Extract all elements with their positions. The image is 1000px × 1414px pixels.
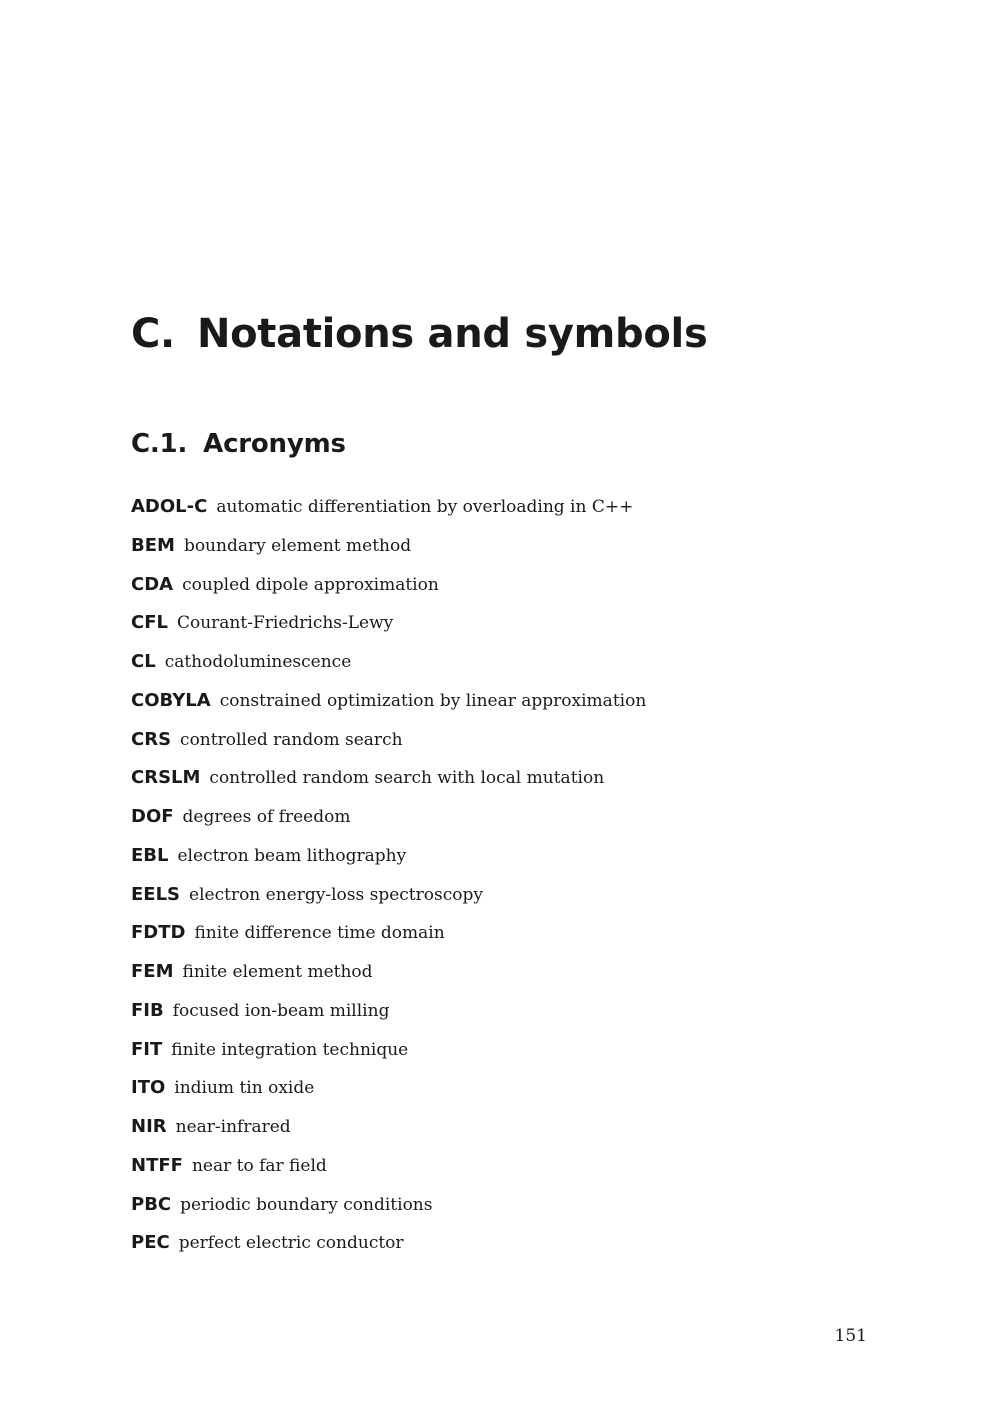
acronym-item [131,953,646,992]
acronym-term: NTFF [131,1154,183,1176]
acronym-term: FDTD [131,922,186,944]
acronym-term: DOF [131,806,174,827]
acronym-definition: electron beam lithography [177,845,407,866]
chapter-number: C. [131,311,175,357]
acronym-definition: constrained optimization by linear approximation [219,690,647,711]
acronym-item [131,682,646,721]
section-title [131,426,346,462]
acronym-item [131,604,646,643]
acronym-definition: near to far field [191,1155,327,1176]
acronym-definition: automatic differentiation by overloading in C++ [216,497,634,517]
acronym-term: PBC [131,1193,172,1215]
acronym-definition: cathodoluminescence [164,652,352,672]
acronym-definition: periodic boundary conditions [180,1194,433,1215]
section-number: C.1. [131,429,188,459]
acronym-item [131,876,646,915]
section-title-text: Acronyms [203,429,346,459]
acronym-item [131,1069,646,1108]
acronym-item [131,1147,646,1186]
acronym-item [131,759,646,798]
acronym-definition: finite element method [182,962,373,982]
acronym-term: BEM [131,534,175,556]
acronym-term: CRSLM [131,767,201,789]
acronym-term: NIR [131,1116,167,1137]
acronym-term: EELS [131,883,181,905]
acronym-item [131,914,646,953]
acronym-term: EBL [131,844,169,866]
acronym-definition: controlled random search with local mutation [209,768,605,789]
page-number: 151 [834,1326,867,1346]
acronym-definition: degrees of freedom [182,807,351,827]
acronym-definition: perfect electric conductor [178,1233,404,1254]
acronym-term: CL [131,651,156,672]
acronym-definition: coupled dipole approximation [182,574,439,595]
acronym-definition: boundary element method [183,535,412,556]
acronym-definition: Courant-Friedrichs-Lewy [176,613,394,634]
acronym-definition: electron energy-loss spectroscopy [189,884,483,905]
acronym-item [131,798,646,837]
acronym-term: CRS [131,728,172,750]
chapter-title-text: Notations and symbols [196,311,708,357]
acronym-item [131,566,646,605]
acronym-item [131,992,646,1031]
acronym-definition: near-infrared [175,1117,291,1137]
acronym-list [131,488,646,1263]
acronym-term: FIT [131,1038,163,1060]
acronym-item [131,488,646,527]
acronym-definition: controlled random search [180,729,403,750]
acronym-term: FEM [131,961,174,982]
acronym-term: FIB [131,999,164,1021]
acronym-item [131,1108,646,1147]
acronym-term: PEC [131,1232,170,1254]
acronym-term: ITO [131,1077,166,1099]
acronym-definition: focused ion-beam milling [172,1000,390,1021]
acronym-item [131,1031,646,1070]
acronym-term: COBYLA [131,689,211,711]
acronym-term: ADOL-C [131,496,208,517]
acronym-item [131,1186,646,1225]
chapter-title [131,306,707,362]
acronym-item [131,527,646,566]
acronym-definition: finite difference time domain [194,923,445,944]
acronym-definition: indium tin oxide [174,1078,315,1099]
acronym-term: CDA [131,573,174,595]
acronym-item [131,1224,646,1263]
acronym-item [131,721,646,760]
acronym-item [131,643,646,682]
acronym-term: CFL [131,612,168,634]
acronym-definition: finite integration technique [171,1039,409,1060]
acronym-item [131,837,646,876]
